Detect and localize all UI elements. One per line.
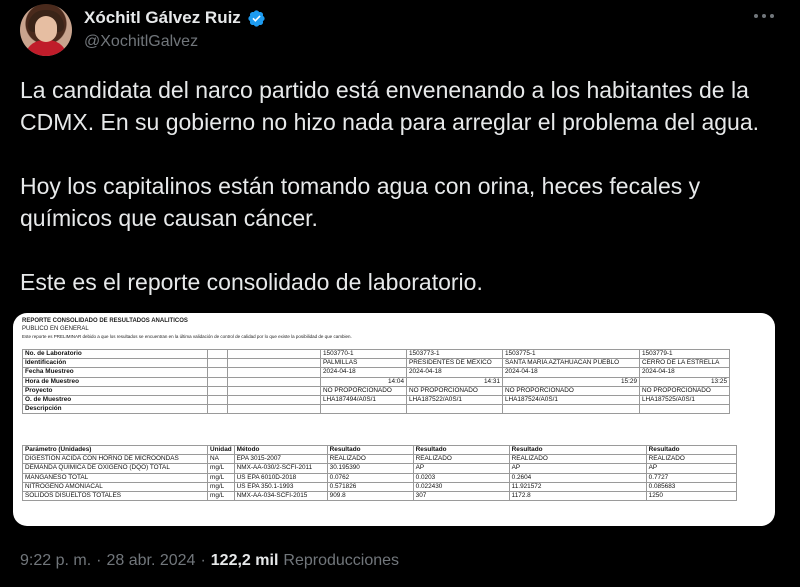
report-note: Este reporte es PRELIMINAR debido a que los resultados se encuentran en la última validación de control de calidad por lo que existe la posibilidad de que cambien. [22, 334, 352, 339]
result-cell: 0.0762 [327, 473, 413, 482]
info-cell: LHA187524/A0S/1 [503, 396, 640, 405]
column-header: Resultado [413, 446, 509, 455]
info-cell: 2024-04-18 [640, 368, 730, 377]
tweet-paragraph: La candidata del narco partido está envenenando a los habitantes de la CDMX. En su gobierno no hizo nada para arreglar el problema del agua. [20, 77, 759, 135]
result-cell: REALIZADO [509, 455, 646, 464]
method-cell: US EPA 350.1-1993 [234, 482, 327, 491]
sample-info-table [22, 349, 730, 414]
result-cell: 0.0203 [413, 473, 509, 482]
column-header: Parámetro (Unidades) [23, 446, 208, 455]
method-cell: EPA 3015-2007 [234, 455, 327, 464]
table-row [23, 492, 737, 501]
method-cell: US EPA 6010D-2018 [234, 473, 327, 482]
table-row [23, 359, 730, 368]
result-cell: 909.8 [327, 492, 413, 501]
result-cell: 307 [413, 492, 509, 501]
table-row [23, 368, 730, 377]
meta-separator: · [96, 552, 102, 569]
table-row [23, 473, 737, 482]
result-cell: REALIZADO [413, 455, 509, 464]
info-cell: 2024-04-18 [321, 368, 407, 377]
info-cell: NO PROPORCIONADO [321, 386, 407, 395]
lab-report-image[interactable] [13, 313, 775, 526]
results-header-row [23, 446, 737, 455]
result-cell: 0.085683 [646, 482, 736, 491]
handle[interactable]: @XochitlGalvez [84, 33, 199, 50]
more-options-icon[interactable] [750, 10, 778, 22]
table-row [23, 386, 730, 395]
info-cell: 14:04 [321, 377, 407, 386]
result-cell: 0.571826 [327, 482, 413, 491]
tweet-paragraph: Este es el reporte consolidado de laboratorio. [20, 269, 483, 295]
method-cell: NMX-AA-034-SCFI-2015 [234, 492, 327, 501]
views-label: Reproducciones [283, 552, 400, 569]
param-cell: NITROGENO AMONIACAL [23, 482, 208, 491]
info-cell: NO PROPORCIONADO [407, 386, 503, 395]
info-cell: 2024-04-18 [407, 368, 503, 377]
display-name[interactable]: Xóchitl Gálvez Ruiz [84, 8, 241, 27]
info-cell: 2024-04-18 [503, 368, 640, 377]
result-cell: 0.022430 [413, 482, 509, 491]
tweet-date[interactable]: 28 abr. 2024 [106, 552, 196, 569]
table-row [23, 405, 730, 414]
verified-badge-icon [247, 9, 266, 28]
info-cell: SANTA MARÍA AZTAHUACAN PUEBLO [503, 359, 640, 368]
report-title: REPORTE CONSOLIDADO DE RESULTADOS ANALITICOS [22, 318, 188, 324]
info-label: Proyecto [23, 386, 208, 395]
column-header: Resultado [509, 446, 646, 455]
column-header: Resultado [327, 446, 413, 455]
table-row [23, 464, 737, 473]
info-label: Fecha Muestreo [23, 368, 208, 377]
column-header: Resultado [646, 446, 736, 455]
method-cell: NMX-AA-030/2-SCFI-2011 [234, 464, 327, 473]
table-row [23, 377, 730, 386]
tweet-time[interactable]: 9:22 p. m. [20, 552, 92, 569]
table-row [23, 396, 730, 405]
result-cell: REALIZADO [327, 455, 413, 464]
tweet-paragraph: Hoy los capitalinos están tomando agua con orina, heces fecales y químicos que causan cáncer. [20, 173, 701, 231]
tweet-text [20, 74, 780, 298]
info-cell: NO PROPORCIONADO [503, 386, 640, 395]
info-cell: 1503773-1 [407, 350, 503, 359]
info-cell: CERRO DE LA ESTRELLA [640, 359, 730, 368]
unit-cell: NA [208, 455, 235, 464]
result-cell: AP [509, 464, 646, 473]
report-subtitle: PUBLICO EN GENERAL [22, 326, 89, 332]
result-cell: AP [646, 464, 736, 473]
info-cell: LHA187525/A0S/1 [640, 396, 730, 405]
result-cell: 11.921572 [509, 482, 646, 491]
result-cell: 0.7727 [646, 473, 736, 482]
author-name-row[interactable] [84, 8, 266, 28]
unit-cell: mg/L [208, 473, 235, 482]
avatar[interactable] [20, 4, 72, 56]
result-cell: 1250 [646, 492, 736, 501]
unit-cell: mg/L [208, 482, 235, 491]
table-row [23, 455, 737, 464]
result-cell: 0.2604 [509, 473, 646, 482]
info-label: No. de Laboratorio [23, 350, 208, 359]
result-cell: 1172.8 [509, 492, 646, 501]
info-cell: 1503779-1 [640, 350, 730, 359]
info-cell: PALMILLAS [321, 359, 407, 368]
column-header: Método [234, 446, 327, 455]
table-row [23, 482, 737, 491]
info-label: Identificación [23, 359, 208, 368]
meta-separator: · [200, 552, 206, 569]
info-label: Hora de Muestreo [23, 377, 208, 386]
info-cell: 1503775-1 [503, 350, 640, 359]
tweet-meta [20, 552, 399, 570]
unit-cell: mg/L [208, 464, 235, 473]
info-cell: NO PROPORCIONADO [640, 386, 730, 395]
result-cell: REALIZADO [646, 455, 736, 464]
unit-cell: mg/L [208, 492, 235, 501]
column-header: Unidad [208, 446, 235, 455]
view-count: 122,2 mil [210, 552, 279, 569]
param-cell: DIGESTION ACIDA CON HORNO DE MICROONDAS [23, 455, 208, 464]
info-cell: PRESIDENTES DE MÉXICO [407, 359, 503, 368]
info-cell: 13:25 [640, 377, 730, 386]
info-cell: 14:31 [407, 377, 503, 386]
info-cell: LHA187522/A0S/1 [407, 396, 503, 405]
results-table [22, 445, 737, 501]
param-cell: SOLIDOS DISUELTOS TOTALES [23, 492, 208, 501]
param-cell: MANGANESO TOTAL [23, 473, 208, 482]
result-cell: AP [413, 464, 509, 473]
param-cell: DEMANDA QUIMICA DE OXIGENO (DQO) TOTAL [23, 464, 208, 473]
info-label: Descripción [23, 405, 208, 414]
info-cell: 15:29 [503, 377, 640, 386]
table-row [23, 350, 730, 359]
info-label: O. de Muestreo [23, 396, 208, 405]
info-cell: 1503770-1 [321, 350, 407, 359]
result-cell: 30.195390 [327, 464, 413, 473]
info-cell: LHA187494/A0S/1 [321, 396, 407, 405]
